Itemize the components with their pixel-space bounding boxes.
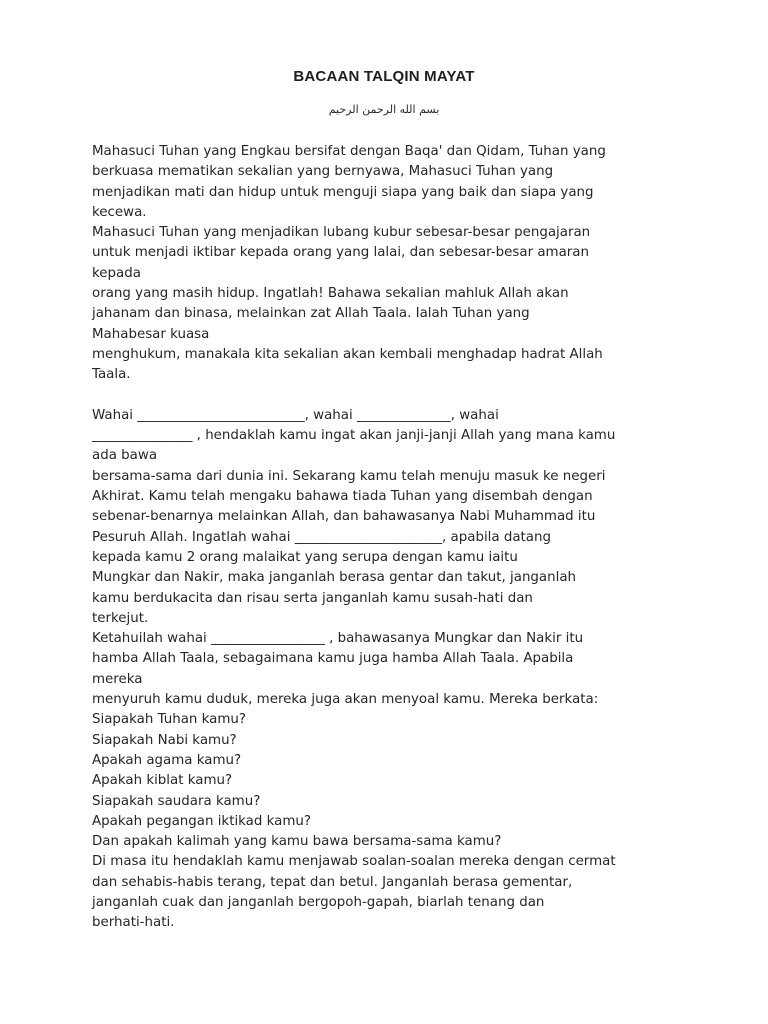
text-line: berhati-hati. (92, 915, 175, 931)
text-line: Mahabesar kuasa (92, 326, 210, 342)
text-line: bersama-sama dari dunia ini. Sekarang kamu telah menuju masuk ke negeri (92, 468, 606, 484)
text-line: ada bawa (92, 448, 158, 464)
text-line: Akhirat. Kamu telah mengaku bahawa tiada Tuhan yang disembah dengan (92, 489, 593, 505)
text-line: Wahai _________________________, wahai ______________, wahai (92, 407, 499, 423)
text-line: Pesuruh Allah. Ingatlah wahai ______________________, apabila datang (92, 529, 552, 545)
text-line: kepada kamu 2 orang malaikat yang serupa dengan kamu iaitu (92, 549, 518, 565)
text-line: jahanam dan binasa, melainkan zat Allah Taala. Ialah Tuhan yang (92, 306, 530, 322)
paragraph-talqin (92, 406, 652, 934)
text-line: hamba Allah Taala, sebagaimana kamu juga hamba Allah Taala. Apabila (92, 651, 574, 667)
text-line: menghukum, manakala kita sekalian akan kembali menghadap hadrat Allah (92, 346, 603, 362)
text-line: janganlah cuak dan janganlah bergopoh-gapah, biarlah tenang dan (92, 894, 545, 910)
basmalah-text: بسم الله الرحمن الرحيم (328, 103, 440, 116)
text-line: _______________ , hendaklah kamu ingat akan janji-janji Allah yang mana kamu (92, 428, 616, 444)
question-line: Siapakah saudara kamu? (92, 793, 261, 809)
text-line: Mungkar dan Nakir, maka janganlah berasa gentar dan takut, janganlah (92, 570, 577, 586)
text-line: Mahasuci Tuhan yang menjadikan lubang kubur sebesar-besar pengajaran (92, 225, 591, 241)
text-line: terkejut. (92, 610, 149, 626)
text-line: orang yang masih hidup. Ingatlah! Bahawa sekalian mahluk Allah akan (92, 286, 569, 302)
text-line: Di masa itu hendaklah kamu menjawab soalan-soalan mereka dengan cermat (92, 854, 616, 870)
text-line: menjadikan mati dan hidup untuk menguji siapa yang baik dan siapa yang (92, 184, 594, 200)
text-line: Taala. (92, 367, 131, 383)
text-line: kepada (92, 265, 141, 281)
text-line: sebenar-benarnya melainkan Allah, dan bahawasanya Nabi Muhammad itu (92, 509, 596, 525)
paragraph-opening (92, 142, 652, 386)
question-line: Apakah agama kamu? (92, 752, 242, 768)
text-line: kamu berdukacita dan risau serta janganlah kamu susah-hati dan (92, 590, 533, 606)
question-line: Siapakah Tuhan kamu? (92, 712, 247, 728)
text-line: untuk menjadi iktibar kepada orang yang lalai, dan sebesar-besar amaran (92, 245, 589, 261)
question-line: Siapakah Nabi kamu? (92, 732, 237, 748)
text-line: mereka (92, 671, 143, 687)
text-line: Ketahuilah wahai _________________ , bahawasanya Mungkar dan Nakir itu (92, 631, 584, 647)
paragraph-gap (92, 386, 652, 406)
text-line: dan sehabis-habis terang, tepat dan betul. Janganlah berasa gementar, (92, 874, 573, 890)
document-body (92, 142, 652, 934)
text-line: kecewa. (92, 204, 147, 220)
page-title: BACAAN TALQIN MAYAT (293, 68, 475, 85)
question-line: Apakah kiblat kamu? (92, 773, 233, 789)
text-line: menyuruh kamu duduk, mereka juga akan menyoal kamu. Mereka berkata: (92, 692, 599, 708)
text-line: Mahasuci Tuhan yang Engkau bersifat dengan Baqa' dan Qidam, Tuhan yang (92, 144, 606, 159)
question-line: Dan apakah kalimah yang kamu bawa bersama-sama kamu? (92, 834, 502, 850)
question-line: Apakah pegangan iktikad kamu? (92, 813, 312, 829)
text-line: berkuasa mematikan sekalian yang bernyawa, Mahasuci Tuhan yang (92, 164, 554, 180)
